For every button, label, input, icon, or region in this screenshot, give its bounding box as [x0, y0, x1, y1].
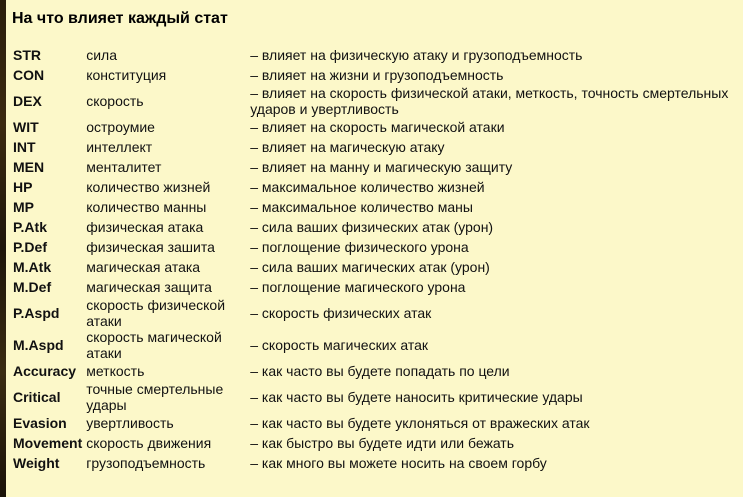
- table-row: [11, 85, 732, 117]
- stat-desc: – сила ваших физических атак (урон): [250, 219, 494, 235]
- stat-desc: – максимальное количество жизней: [250, 179, 485, 195]
- stat-desc: – скорость физических атак: [250, 305, 432, 321]
- stat-desc: – сила ваших магических атак (урон): [250, 259, 490, 275]
- stats-panel: [6, 0, 743, 497]
- table-row: [11, 361, 732, 381]
- stat-desc: – скорость магических атак: [250, 337, 429, 353]
- stat-abbr: M.Def: [13, 279, 52, 295]
- stat-abbr: Critical: [13, 389, 61, 405]
- stat-name: конституция: [86, 67, 167, 83]
- stat-desc: – как часто вы будете наносить критические удары: [250, 389, 583, 405]
- stat-name: количество жизней: [86, 179, 211, 195]
- stat-abbr: DEX: [13, 93, 42, 109]
- stat-name: скорость: [86, 93, 144, 109]
- stat-abbr: P.Aspd: [13, 305, 60, 321]
- stat-abbr: Accuracy: [13, 363, 77, 379]
- stat-name: увертливость: [86, 415, 174, 431]
- table-row: [11, 329, 732, 361]
- stat-name: скорость магической атаки: [86, 329, 222, 361]
- table-row: [11, 217, 732, 237]
- stat-name: интеллект: [86, 139, 153, 155]
- stat-desc: – влияет на жизни и грузоподъемность: [250, 67, 504, 83]
- stat-name: остроумие: [86, 119, 155, 135]
- stat-desc: – как быстро вы будете идти или бежать: [250, 435, 515, 451]
- table-row: [11, 237, 732, 257]
- table-row: [11, 433, 732, 453]
- table-row: [11, 257, 732, 277]
- stat-name: магическая защита: [86, 279, 212, 295]
- stat-name: сила: [86, 47, 118, 63]
- stat-desc: – влияет на скорость физической атаки, меткость, точность смертельных ударов и увертливость: [250, 85, 729, 117]
- stat-abbr: MP: [13, 199, 34, 215]
- table-row: [11, 137, 732, 157]
- stat-name: скорость физической атаки: [86, 297, 226, 329]
- stat-abbr: M.Atk: [13, 259, 52, 275]
- stat-desc: – как много вы можете носить на своем горбу: [250, 455, 547, 471]
- table-row: [11, 381, 732, 413]
- stat-desc: – влияет на физическую атаку и грузоподъемность: [250, 47, 583, 63]
- stat-desc: – максимальное количество маны: [250, 199, 473, 215]
- stat-abbr: Evasion: [13, 415, 67, 431]
- table-row: [11, 157, 732, 177]
- stat-abbr: WIT: [13, 119, 39, 135]
- stat-abbr: STR: [13, 47, 41, 63]
- stat-abbr: HP: [13, 179, 33, 195]
- table-row: [11, 45, 732, 65]
- table-row: [11, 177, 732, 197]
- stat-desc: – влияет на манну и магическую защиту: [250, 159, 513, 175]
- stat-abbr: INT: [13, 139, 36, 155]
- table-row: [11, 65, 732, 85]
- stat-abbr: CON: [13, 67, 45, 83]
- stat-abbr: M.Aspd: [13, 337, 64, 353]
- stat-desc: – как часто вы будете попадать по цели: [250, 363, 510, 379]
- stat-name: меткость: [86, 363, 145, 379]
- stat-desc: – поглощение физического урона: [250, 239, 469, 255]
- table-row: [11, 413, 732, 433]
- stat-desc: – поглощение магического урона: [250, 279, 466, 295]
- stat-name: точные смертельные удары: [86, 381, 224, 413]
- stat-name: физическая атака: [86, 219, 204, 235]
- table-row: [11, 453, 732, 473]
- stat-name: скорость движения: [86, 435, 212, 451]
- stat-name: менталитет: [86, 159, 162, 175]
- stat-desc: – влияет на скорость магической атаки: [250, 119, 505, 135]
- table-row: [11, 117, 732, 137]
- stat-abbr: P.Atk: [13, 219, 47, 235]
- stat-name: физическая зашита: [86, 239, 215, 255]
- stats-table: [11, 45, 732, 473]
- stat-desc: – влияет на магическую атаку: [250, 139, 445, 155]
- stat-name: магическая атака: [86, 259, 201, 275]
- stat-abbr: Movement: [13, 435, 83, 451]
- stat-abbr: P.Def: [13, 239, 47, 255]
- stat-name: количество манны: [86, 199, 207, 215]
- stat-desc: – как часто вы будете уклоняться от вражеских атак: [250, 415, 590, 431]
- page-title: На что влияет каждый стат: [12, 10, 228, 27]
- table-row: [11, 277, 732, 297]
- stat-name: грузоподъемность: [86, 455, 206, 471]
- stat-abbr: Weight: [13, 455, 60, 471]
- stat-abbr: MEN: [13, 159, 45, 175]
- table-row: [11, 297, 732, 329]
- table-row: [11, 197, 732, 217]
